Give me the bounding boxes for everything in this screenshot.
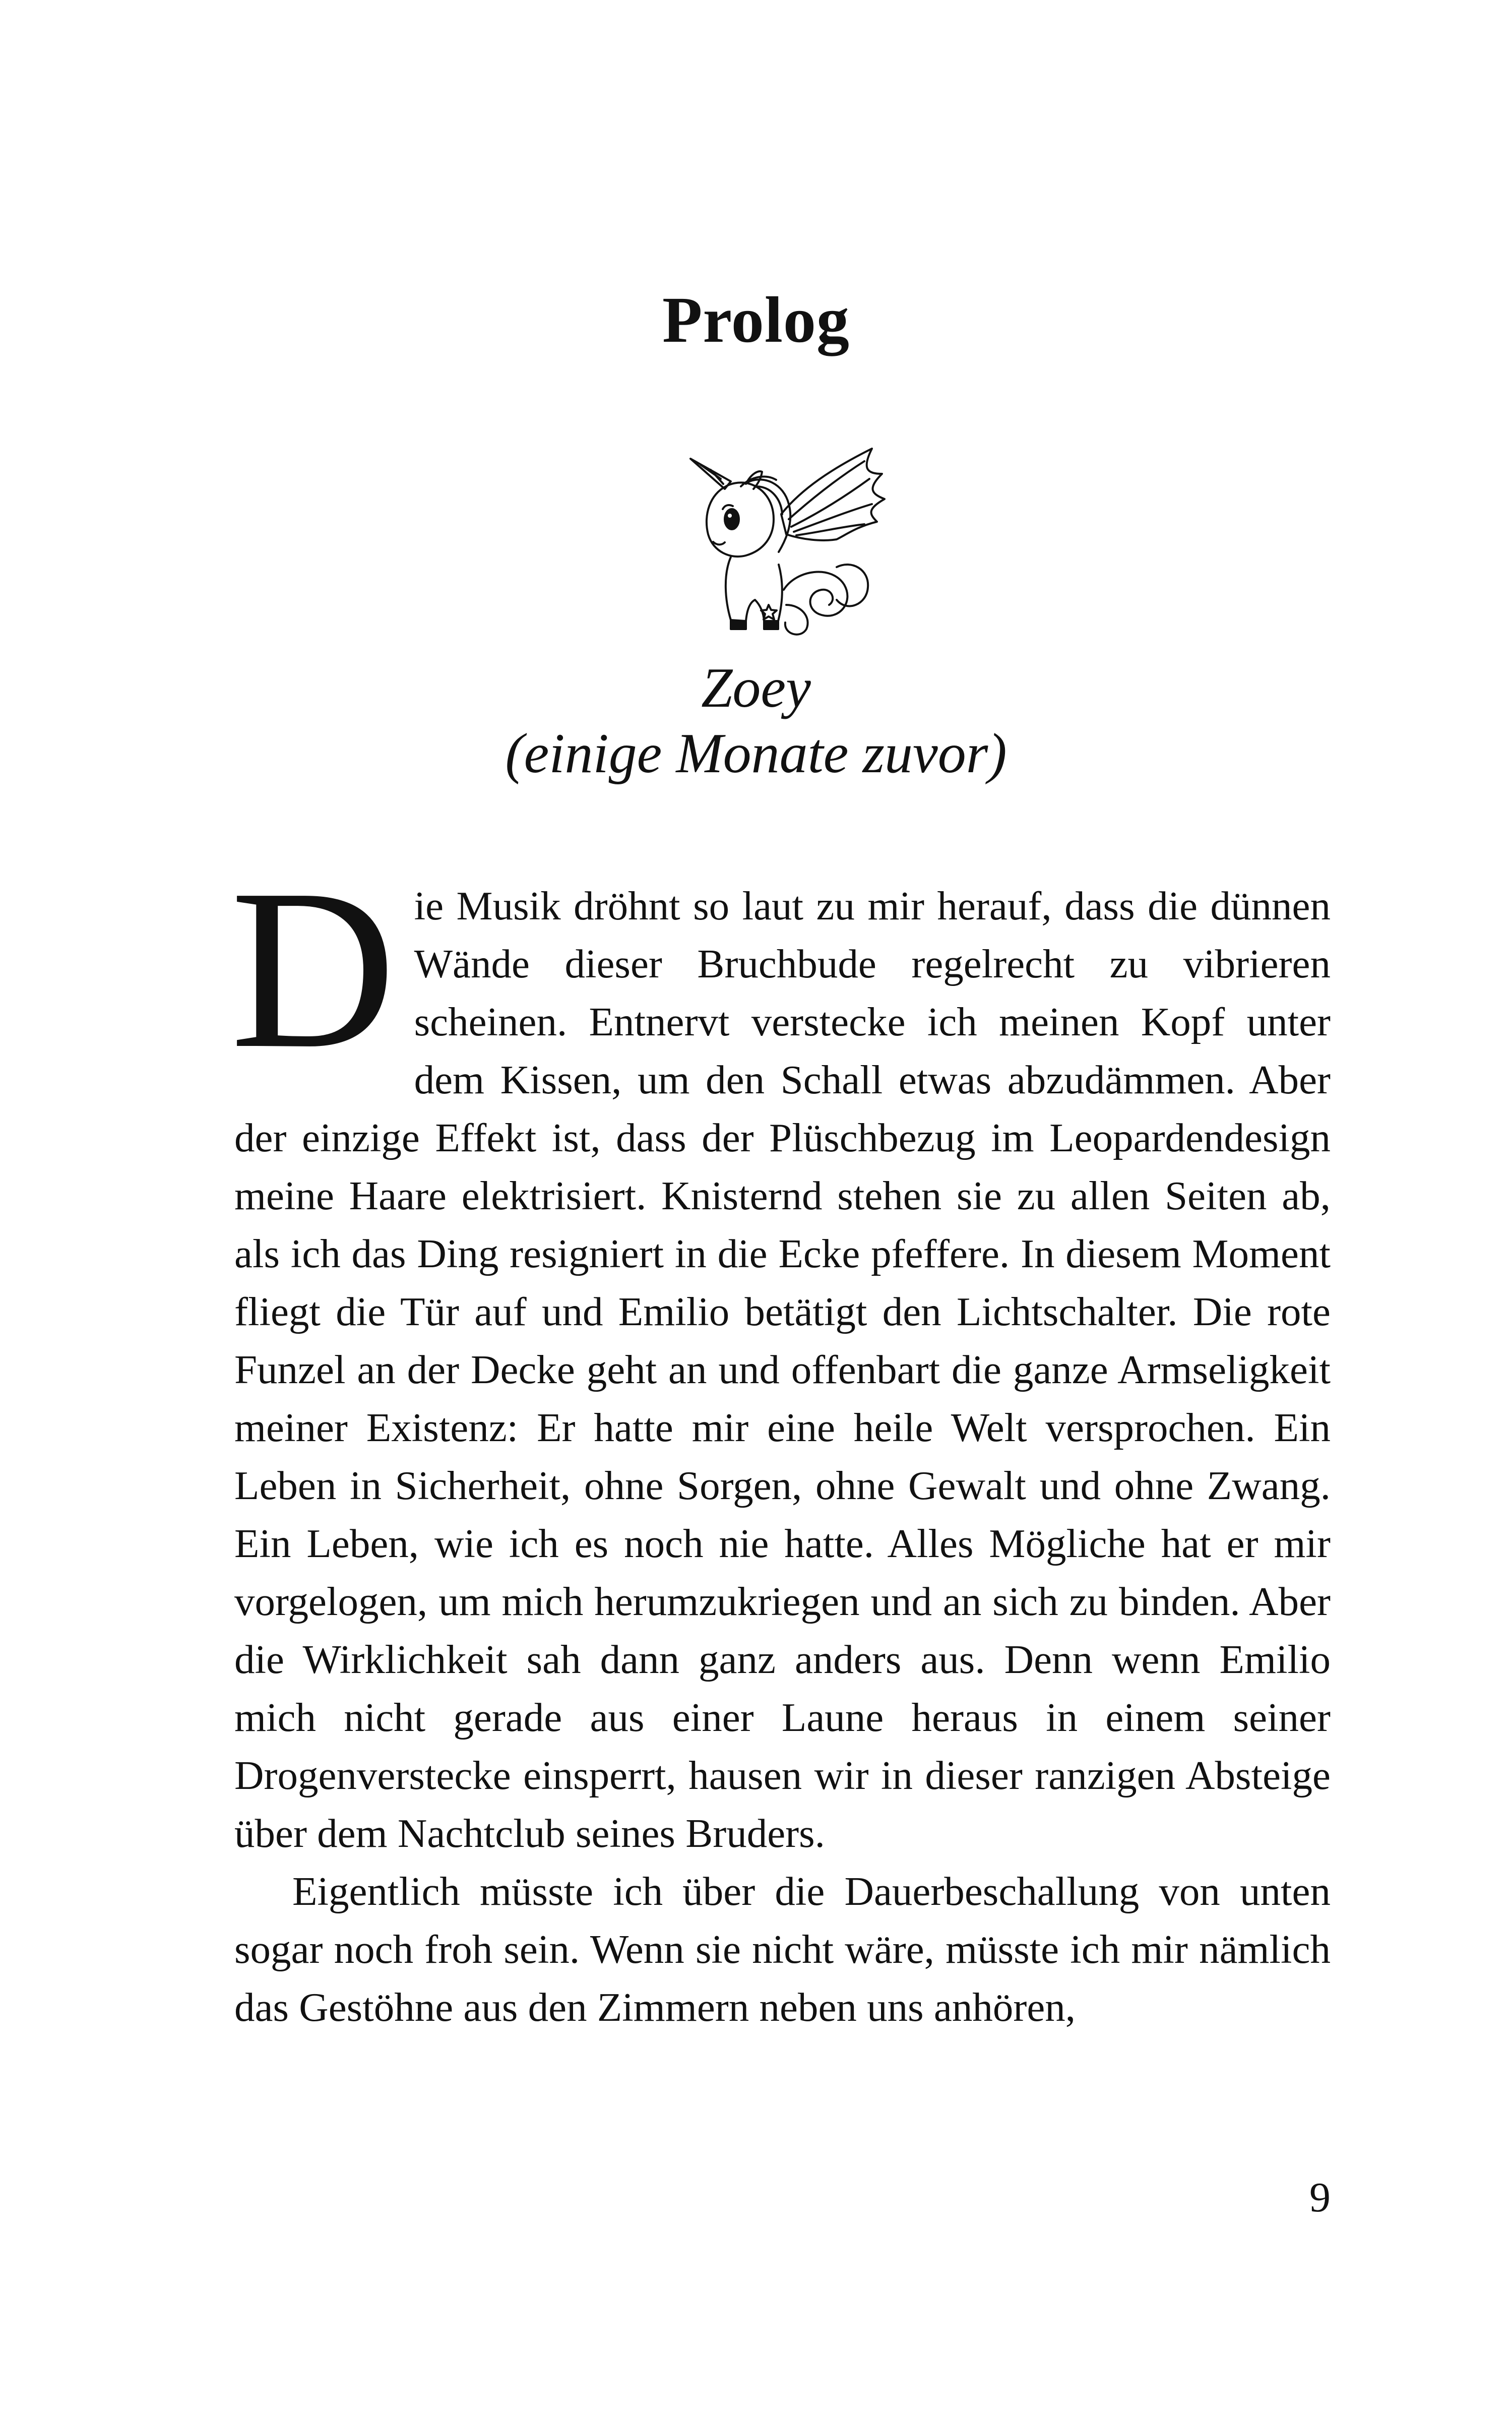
chapter-title: Prolog xyxy=(662,284,850,356)
paragraph-text: ie Musik dröhnt so laut zu mir herauf, dass die dünnen Wände dieser Bruchbude regelrecht zu vibrieren scheinen. Entnervt verstecke ich meinen Kopf unter dem Kissen, um den Schall etwas abzudämmen. Aber der einzige Effekt ist, dass der Plüschbezug im Leopardendesign meine Haare elektrisiert. Knisternd stehen sie zu allen Seiten ab, als ich das Ding resigniert in die Ecke pfeffere. In diesem Moment fliegt die Tür auf und Emilio betätigt den Lichtschalter. Die rote Funzel an der Decke geht an und offenbart die ganze Armseligkeit meiner Existenz: Er hatte mir eine heile Welt versprochen. Ein Leben in Sicherheit, ohne Sorgen, ohne Gewalt und ohne Zwang. Ein Leben, wie ich es noch nie hatte. Alles Mögliche hat er mir vorgelogen, um mich herumzukriegen und an sich zu binden. Aber die Wirklichkeit sah dann ganz anders aus. Denn wenn Emilio mich nicht gerade aus einer Laune heraus in einem seiner Drogenverstecke einsperrt, hausen wir in dieser ranzigen Absteige über dem Nachtclub seines Bruders. xyxy=(234,883,1331,1856)
paragraph: Eigentlich müsste ich über die Dauerbeschallung von unten sogar noch froh sein. Wenn sie nicht wäre, müsste ich mir nämlich das Gestöhne aus den Zimmern neben uns anhören, xyxy=(234,1869,1331,2030)
winged-unicorn-icon xyxy=(670,439,892,640)
drop-cap: D xyxy=(230,842,396,1096)
paragraph xyxy=(230,842,1331,1863)
pov-character-name: Zoey xyxy=(701,657,811,719)
pov-time-note: (einige Monate zuvor) xyxy=(505,722,1007,785)
chapter-body xyxy=(230,842,1331,2036)
page-number: 9 xyxy=(1309,2174,1331,2221)
